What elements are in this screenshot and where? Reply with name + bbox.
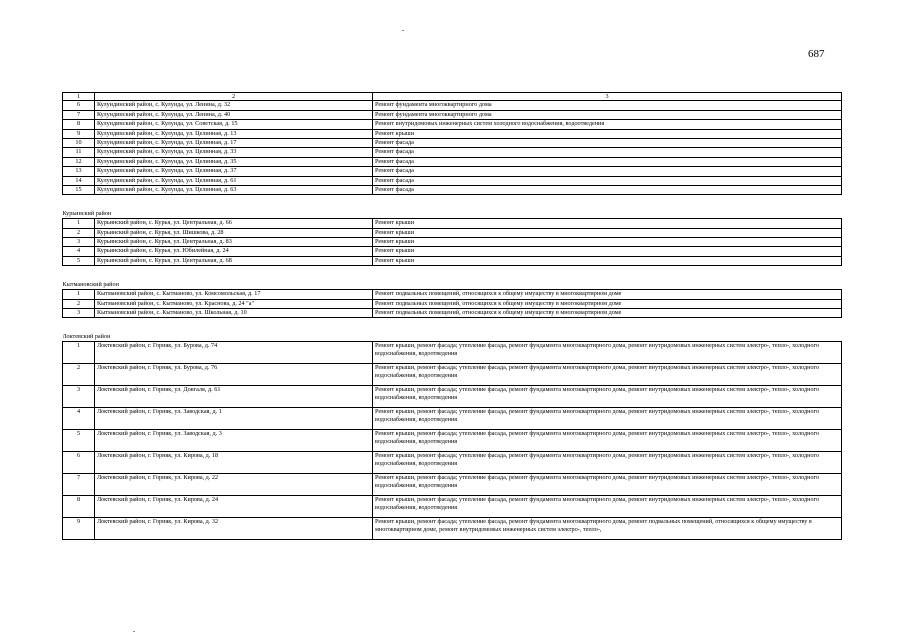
address-cell: Локтевский район, г. Горняк, ул. Кирова, д. 18: [95, 452, 373, 474]
header-col-2: 2: [95, 93, 373, 101]
table-row: [63, 101, 842, 110]
scan-speck: [402, 30, 404, 31]
address-cell: Локтевский район, г. Горняк, ул. Кирова, д. 24: [95, 496, 373, 518]
address-cell: Локтевский район, г. Горняк, ул. Довгаля, д. 61: [95, 386, 373, 408]
row-number-cell: 6: [63, 452, 95, 474]
section-header-row: [63, 266, 842, 290]
address-cell: Курьинский район, с. Курья, ул. Шишкова, д. 28: [95, 228, 373, 237]
section-title-cell: [63, 266, 842, 290]
address-cell: Кытмановский район, с. Кытманово, ул. Школьная, д. 10: [95, 309, 373, 318]
work-type-cell: Ремонт крыши: [373, 219, 842, 228]
row-number-cell: 12: [63, 157, 95, 166]
work-type-cell: Ремонт крыши, ремонт фасада; утепление фасада, ремонт фундамента многоквартирного дома, ремонт внутридомовых инженерных систем электро-, тепло-, холодного водоснабжения, водоотведения: [373, 474, 842, 496]
address-cell: Локтевский район, г. Горняк, ул. Заводская, д. 3: [95, 430, 373, 452]
row-number-cell: 1: [63, 219, 95, 228]
row-number-cell: 8: [63, 496, 95, 518]
row-number-cell: 6: [63, 101, 95, 110]
row-number-cell: 11: [63, 148, 95, 157]
district-title: Кытмановский район: [62, 280, 119, 288]
work-type-cell: Ремонт крыши, ремонт фасада; утепление фасада, ремонт фундамента многоквартирного дома, ремонт подвальных помещений, относящихся к общему имуществу в многоквартирном доме, ремонт внутридомовых инженерных систем электро-, тепло-,: [373, 518, 842, 540]
repair-works-table: [62, 92, 842, 540]
address-cell: Кулундинский район, с. Кулунда, ул. Ленина, д. 32: [95, 101, 373, 110]
section-header-row: [63, 195, 842, 219]
table-row: [63, 364, 842, 386]
table-header-row: [63, 93, 842, 101]
table-row: [63, 167, 842, 176]
table-row: [63, 299, 842, 308]
table-row: [63, 129, 842, 138]
address-cell: Кулундинский район, с. Кулунда, ул. Целинная, д. 63: [95, 185, 373, 194]
row-number-cell: 9: [63, 129, 95, 138]
table-row: [63, 120, 842, 129]
work-type-cell: Ремонт крыши, ремонт фасада; утепление фасада, ремонт фундамента многоквартирного дома, ремонт внутридомовых инженерных систем электро-, тепло-, холодного водоснабжения, водоотведения: [373, 386, 842, 408]
row-number-cell: 14: [63, 176, 95, 185]
work-type-cell: Ремонт подвальных помещений, относящихся к общему имуществу в многоквартирном доме: [373, 299, 842, 308]
address-cell: Локтевский район, г. Горняк, ул. Бурова, д. 74: [95, 342, 373, 364]
table-row: [63, 247, 842, 256]
address-cell: Кулундинский район, с. Кулунда, ул. Целинная, д. 35: [95, 157, 373, 166]
section-title-cell: [63, 318, 842, 342]
address-cell: Кытмановский район, с. Кытманово, ул. Комсомольская, д. 17: [95, 290, 373, 299]
address-cell: Кытмановский район, с. Кытманово, ул. Краснова, д. 24 "а": [95, 299, 373, 308]
table-row: [63, 430, 842, 452]
address-cell: Кулундинский район, с. Кулунда, ул. Целинная, д. 13: [95, 129, 373, 138]
page-number: 687: [808, 48, 825, 60]
table-body: [63, 93, 842, 540]
work-type-cell: Ремонт крыши, ремонт фасада; утепление фасада, ремонт фундамента многоквартирного дома, ремонт внутридомовых инженерных систем электро-, тепло-, холодного водоснабжения, водоотведения: [373, 342, 842, 364]
address-cell: Курьинский район, с. Курья, ул. Юбилейная, д. 24: [95, 247, 373, 256]
table-row: [63, 342, 842, 364]
row-number-cell: 5: [63, 430, 95, 452]
table-row: [63, 148, 842, 157]
work-type-cell: Ремонт крыши, ремонт фасада; утепление фасада, ремонт фундамента многоквартирного дома, ремонт внутридомовых инженерных систем электро-, тепло-, холодного водоснабжения, водоотведения: [373, 496, 842, 518]
work-type-cell: Ремонт подвальных помещений, относящихся к общему имуществу в многоквартирном доме: [373, 309, 842, 318]
table-row: [63, 238, 842, 247]
table-row: [63, 290, 842, 299]
table-row: [63, 138, 842, 147]
work-type-cell: Ремонт фасада: [373, 138, 842, 147]
table-row: [63, 176, 842, 185]
row-number-cell: 10: [63, 138, 95, 147]
work-type-cell: Ремонт крыши, ремонт фасада; утепление фасада, ремонт фундамента многоквартирного дома, ремонт внутридомовых инженерных систем электро-, тепло-, холодного водоснабжения, водоотведения: [373, 452, 842, 474]
address-cell: Кулундинский район, с. Кулунда, ул. Советская, д. 15: [95, 120, 373, 129]
section-header-row: [63, 318, 842, 342]
table-row: [63, 219, 842, 228]
row-number-cell: 9: [63, 518, 95, 540]
table-row: [63, 408, 842, 430]
row-number-cell: 7: [63, 110, 95, 119]
address-cell: Кулундинский район, с. Кулунда, ул. Целинная, д. 37: [95, 167, 373, 176]
table-row: [63, 474, 842, 496]
work-type-cell: Ремонт крыши: [373, 228, 842, 237]
work-type-cell: Ремонт фасада: [373, 176, 842, 185]
work-type-cell: Ремонт фундамента многоквартирного дома: [373, 110, 842, 119]
row-number-cell: 2: [63, 299, 95, 308]
address-cell: Локтевский район, г. Горняк, ул. Бурова, д. 76: [95, 364, 373, 386]
address-cell: Локтевский район, г. Горняк, ул. Заводская, д. 1: [95, 408, 373, 430]
work-type-cell: Ремонт фасада: [373, 157, 842, 166]
row-number-cell: 3: [63, 309, 95, 318]
row-number-cell: 13: [63, 167, 95, 176]
address-cell: Курьинский район, с. Курья, ул. Центральная, д. 83: [95, 238, 373, 247]
work-type-cell: Ремонт крыши: [373, 247, 842, 256]
row-number-cell: 3: [63, 238, 95, 247]
work-type-cell: Ремонт крыши, ремонт фасада; утепление фасада, ремонт фундамента многоквартирного дома, ремонт внутридомовых инженерных систем электро-, тепло-, холодного водоснабжения, водоотведения: [373, 430, 842, 452]
table-row: [63, 452, 842, 474]
address-cell: Локтевский район, г. Горняк, ул. Кирова, д. 22: [95, 474, 373, 496]
address-cell: Кулундинский район, с. Кулунда, ул. Ленина, д. 40: [95, 110, 373, 119]
district-title: Локтевский район: [62, 333, 111, 341]
address-cell: Курьинский район, с. Курья, ул. Центральная, д. 66: [95, 219, 373, 228]
row-number-cell: 4: [63, 408, 95, 430]
work-type-cell: Ремонт внутридомовых инженерных систем холодного водоснабжения, водоотведения: [373, 120, 842, 129]
row-number-cell: 1: [63, 290, 95, 299]
address-cell: Курьинский район, с. Курья, ул. Центральная, д. 68: [95, 256, 373, 265]
work-type-cell: Ремонт фасада: [373, 167, 842, 176]
table-row: [63, 309, 842, 318]
row-number-cell: 5: [63, 256, 95, 265]
table-row: [63, 518, 842, 540]
table-row: [63, 256, 842, 265]
work-type-cell: Ремонт крыши, ремонт фасада; утепление фасада, ремонт фундамента многоквартирного дома, ремонт внутридомовых инженерных систем электро-, тепло-, холодного водоснабжения, водоотведения: [373, 364, 842, 386]
row-number-cell: 4: [63, 247, 95, 256]
row-number-cell: 2: [63, 364, 95, 386]
table-row: [63, 496, 842, 518]
row-number-cell: 3: [63, 386, 95, 408]
work-type-cell: Ремонт крыши: [373, 238, 842, 247]
header-col-3: 3: [373, 93, 842, 101]
work-type-cell: Ремонт крыши, ремонт фасада; утепление фасада, ремонт фундамента многоквартирного дома, ремонт внутридомовых инженерных систем электро-, тепло-, холодного водоснабжения, водоотведения: [373, 408, 842, 430]
address-cell: Кулундинский район, с. Кулунда, ул. Целинная, д. 33: [95, 148, 373, 157]
work-type-cell: Ремонт фасада: [373, 185, 842, 194]
work-type-cell: Ремонт подвальных помещений, относящихся к общему имуществу в многоквартирном доме: [373, 290, 842, 299]
scan-speck: [133, 631, 135, 632]
row-number-cell: 1: [63, 342, 95, 364]
address-cell: Кулундинский район, с. Кулунда, ул. Целинная, д. 61: [95, 176, 373, 185]
table-row: [63, 110, 842, 119]
address-cell: Локтевский район, г. Горняк, ул. Кирова, д. 32: [95, 518, 373, 540]
section-title-cell: [63, 195, 842, 219]
table-row: [63, 157, 842, 166]
row-number-cell: 8: [63, 120, 95, 129]
work-type-cell: Ремонт фасада: [373, 148, 842, 157]
table-row: [63, 185, 842, 194]
district-title: Курьинский район: [62, 209, 112, 217]
table-row: [63, 386, 842, 408]
work-type-cell: Ремонт крыши: [373, 129, 842, 138]
address-cell: Кулундинский район, с. Кулунда, ул. Целинная, д. 17: [95, 138, 373, 147]
row-number-cell: 2: [63, 228, 95, 237]
row-number-cell: 7: [63, 474, 95, 496]
work-type-cell: Ремонт крыши: [373, 256, 842, 265]
table-row: [63, 228, 842, 237]
header-col-1: 1: [63, 93, 95, 101]
row-number-cell: 15: [63, 185, 95, 194]
work-type-cell: Ремонт фундамента многоквартирного дома: [373, 101, 842, 110]
